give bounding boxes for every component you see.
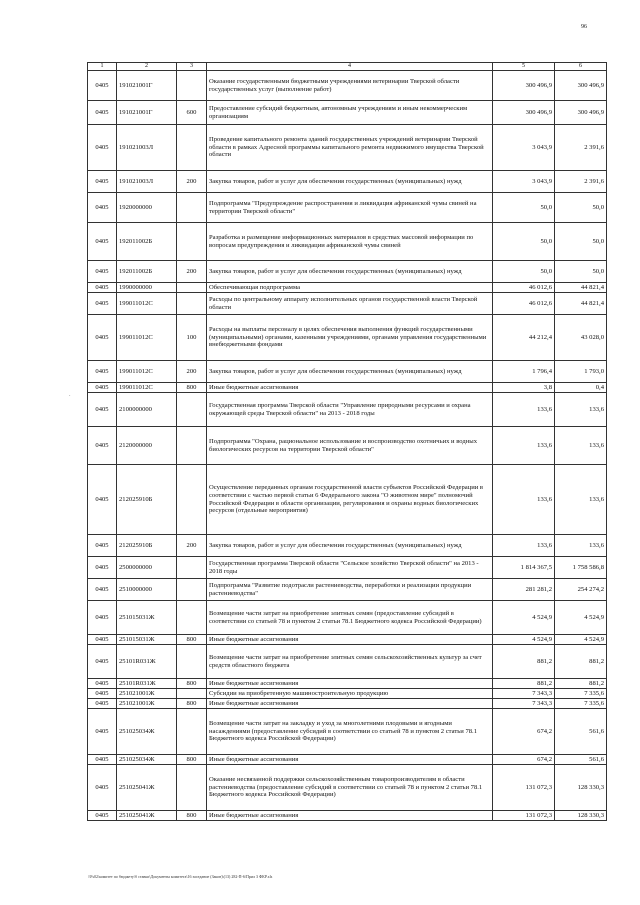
fact-amount-cell: 133,6	[555, 393, 607, 427]
table-row	[88, 71, 607, 101]
plan-amount-cell: 3 043,9	[493, 125, 555, 171]
code-cell: 251025034Ж	[117, 709, 177, 755]
code-cell: 251021001Ж	[117, 699, 177, 709]
type-cell: 800	[177, 383, 207, 393]
code-cell: 251025041Ж	[117, 811, 177, 821]
table-row	[88, 283, 607, 293]
table-row	[88, 293, 607, 315]
fact-amount-cell: 561,6	[555, 709, 607, 755]
section-cell: 0405	[88, 315, 117, 361]
code-cell: 191021003Л	[117, 125, 177, 171]
table-row	[88, 579, 607, 601]
fact-amount-cell: 50,0	[555, 261, 607, 283]
type-cell: 200	[177, 261, 207, 283]
type-cell	[177, 283, 207, 293]
name-cell: Оказание несвязанной поддержки сельскохозяйственным товаропроизводителям в области растениеводства (предоставление субсидий в соответствии со статьей 78 и пунктом 2 статьи 78.1 Бюджетного кодекса Российской Федерации)	[207, 765, 493, 811]
fact-amount-cell: 881,2	[555, 679, 607, 689]
name-cell: Иные бюджетные ассигнования	[207, 755, 493, 765]
section-cell: 0405	[88, 101, 117, 125]
section-cell: 0405	[88, 811, 117, 821]
plan-amount-cell: 133,6	[493, 535, 555, 557]
section-cell: 0405	[88, 635, 117, 645]
plan-amount-cell: 7 343,3	[493, 699, 555, 709]
fact-amount-cell: 7 335,6	[555, 689, 607, 699]
section-cell: 0405	[88, 125, 117, 171]
type-cell	[177, 125, 207, 171]
code-cell: 1990000000	[117, 283, 177, 293]
section-cell: 0405	[88, 193, 117, 223]
fact-amount-cell: 4 524,9	[555, 601, 607, 635]
fact-amount-cell: 300 496,9	[555, 101, 607, 125]
type-cell: 100	[177, 315, 207, 361]
type-cell: 800	[177, 679, 207, 689]
section-cell: 0405	[88, 293, 117, 315]
fact-amount-cell: 133,6	[555, 535, 607, 557]
table-row	[88, 427, 607, 465]
code-cell: 2510000000	[117, 579, 177, 601]
section-cell: 0405	[88, 393, 117, 427]
plan-amount-cell: 674,2	[493, 755, 555, 765]
plan-amount-cell: 4 524,9	[493, 601, 555, 635]
type-cell: 200	[177, 535, 207, 557]
code-cell: 192011002Б	[117, 223, 177, 261]
plan-amount-cell: 881,2	[493, 679, 555, 689]
type-cell	[177, 689, 207, 699]
fact-amount-cell: 254 274,2	[555, 579, 607, 601]
type-cell: 200	[177, 361, 207, 383]
type-cell	[177, 193, 207, 223]
section-cell: 0405	[88, 689, 117, 699]
code-cell: 191021003Л	[117, 171, 177, 193]
code-cell: 199011012С	[117, 293, 177, 315]
column-header-3: 3	[177, 63, 207, 71]
table-row	[88, 765, 607, 811]
plan-amount-cell: 44 212,4	[493, 315, 555, 361]
type-cell	[177, 465, 207, 535]
table-row	[88, 383, 607, 393]
fact-amount-cell: 300 496,9	[555, 71, 607, 101]
margin-mark: ·	[69, 394, 71, 399]
table-row	[88, 755, 607, 765]
plan-amount-cell: 131 072,3	[493, 811, 555, 821]
code-cell: 251025034Ж	[117, 755, 177, 765]
fact-amount-cell: 50,0	[555, 193, 607, 223]
name-cell: Предоставление субсидий бюджетным, автономным учреждениям и иным некоммерческим организациям	[207, 101, 493, 125]
table-row	[88, 709, 607, 755]
table-row	[88, 315, 607, 361]
name-cell: Расходы по центральному аппарату исполнительных органов государственной власти Тверской области	[207, 293, 493, 315]
plan-amount-cell: 674,2	[493, 709, 555, 755]
section-cell: 0405	[88, 601, 117, 635]
code-cell: 199011012С	[117, 361, 177, 383]
type-cell	[177, 579, 207, 601]
name-cell: Иные бюджетные ассигнования	[207, 635, 493, 645]
code-cell: 25101R031Ж	[117, 645, 177, 679]
column-header-2: 2	[117, 63, 177, 71]
table-row	[88, 635, 607, 645]
fact-amount-cell: 4 524,9	[555, 635, 607, 645]
section-cell: 0405	[88, 579, 117, 601]
code-cell: 251015031Ж	[117, 601, 177, 635]
fact-amount-cell: 133,6	[555, 465, 607, 535]
name-cell: Возмещение части затрат на закладку и уход за многолетними плодовыми и ягодными насаждениями (предоставление субсидий в соответствии со статьей 78 и пунктом 2 статьи 78.1 Бюджетного кодекса Российской Федерации)	[207, 709, 493, 755]
plan-amount-cell: 50,0	[493, 223, 555, 261]
plan-amount-cell: 300 496,9	[493, 101, 555, 125]
plan-amount-cell: 300 496,9	[493, 71, 555, 101]
table-row	[88, 193, 607, 223]
plan-amount-cell: 46 012,6	[493, 293, 555, 315]
type-cell: 800	[177, 755, 207, 765]
section-cell: 0405	[88, 223, 117, 261]
section-cell: 0405	[88, 679, 117, 689]
column-header-5: 5	[493, 63, 555, 71]
fact-amount-cell: 2 391,6	[555, 125, 607, 171]
code-cell: 192011002Б	[117, 261, 177, 283]
fact-amount-cell: 1 758 586,8	[555, 557, 607, 579]
name-cell: Закупка товаров, работ и услуг для обеспечения государственных (муниципальных) нужд	[207, 535, 493, 557]
plan-amount-cell: 881,2	[493, 645, 555, 679]
code-cell: 251021001Ж	[117, 689, 177, 699]
type-cell	[177, 223, 207, 261]
column-header-4: 4	[207, 63, 493, 71]
section-cell: 0405	[88, 261, 117, 283]
plan-amount-cell: 281 281,2	[493, 579, 555, 601]
type-cell: 800	[177, 811, 207, 821]
type-cell	[177, 293, 207, 315]
name-cell: Проведение капитального ремонта зданий государственных учреждений ветеринарии Тверской области в рамках Адресной программы капитального ремонта недвижимого имущества Тверской области	[207, 125, 493, 171]
table-row	[88, 601, 607, 635]
type-cell	[177, 393, 207, 427]
name-cell: Закупка товаров, работ и услуг для обеспечения государственных (муниципальных) нужд	[207, 171, 493, 193]
table-row	[88, 811, 607, 821]
type-cell	[177, 427, 207, 465]
code-cell: 25101R031Ж	[117, 679, 177, 689]
name-cell: Расходы на выплаты персоналу в целях обеспечения выполнения функций государственными (муниципальными) органами, казенными учреждениями, органами управления государственными внебюджетными фондами	[207, 315, 493, 361]
code-cell: 212025910Б	[117, 535, 177, 557]
type-cell	[177, 709, 207, 755]
plan-amount-cell: 131 072,3	[493, 765, 555, 811]
fact-amount-cell: 43 028,0	[555, 315, 607, 361]
name-cell: Подпрограмма "Предупреждение распространения и ликвидация африканской чумы свиней на территории Тверской области"	[207, 193, 493, 223]
code-cell: 2120000000	[117, 427, 177, 465]
fact-amount-cell: 1 793,0	[555, 361, 607, 383]
fact-amount-cell: 44 821,4	[555, 283, 607, 293]
code-cell: 2100000000	[117, 393, 177, 427]
section-cell: 0405	[88, 283, 117, 293]
table-row	[88, 125, 607, 171]
type-cell: 600	[177, 101, 207, 125]
code-cell: 251015031Ж	[117, 635, 177, 645]
table-row	[88, 171, 607, 193]
plan-amount-cell: 1 814 367,5	[493, 557, 555, 579]
table-row	[88, 679, 607, 689]
plan-amount-cell: 3,8	[493, 383, 555, 393]
fact-amount-cell: 133,6	[555, 427, 607, 465]
fact-amount-cell: 128 330,3	[555, 811, 607, 821]
name-cell: Иные бюджетные ассигнования	[207, 699, 493, 709]
table-row	[88, 557, 607, 579]
footer-file-path: \\Fs02\комитет по бюджету\б ставки\Документы комитета\16 заседание (Закон)\(13) 282-П-6\Прил 3 ФКР.xls	[88, 874, 273, 879]
type-cell	[177, 645, 207, 679]
page-number: 96	[581, 24, 587, 30]
name-cell: Иные бюджетные ассигнования	[207, 679, 493, 689]
name-cell: Подпрограмма "Развитие подотрасли растениеводства, переработки и реализации продукции растениеводства"	[207, 579, 493, 601]
fact-amount-cell: 0,4	[555, 383, 607, 393]
table-header-row	[88, 63, 607, 71]
table-row	[88, 393, 607, 427]
fact-amount-cell: 881,2	[555, 645, 607, 679]
code-cell: 212025910Б	[117, 465, 177, 535]
code-cell: 251025041Ж	[117, 765, 177, 811]
name-cell: Закупка товаров, работ и услуг для обеспечения государственных (муниципальных) нужд	[207, 361, 493, 383]
table-row	[88, 223, 607, 261]
code-cell: 2500000000	[117, 557, 177, 579]
name-cell: Подпрограмма "Охрана, рациональное использование и воспроизводство охотничьих и водных биологических ресурсов на территории Тверской области"	[207, 427, 493, 465]
plan-amount-cell: 46 012,6	[493, 283, 555, 293]
plan-amount-cell: 3 043,9	[493, 171, 555, 193]
table-row	[88, 689, 607, 699]
table-row	[88, 645, 607, 679]
name-cell: Субсидии на приобретенную машиностроительную продукцию	[207, 689, 493, 699]
type-cell: 800	[177, 635, 207, 645]
plan-amount-cell: 50,0	[493, 193, 555, 223]
code-cell: 1920000000	[117, 193, 177, 223]
table-row	[88, 535, 607, 557]
section-cell: 0405	[88, 699, 117, 709]
section-cell: 0405	[88, 765, 117, 811]
fact-amount-cell: 7 335,6	[555, 699, 607, 709]
plan-amount-cell: 1 796,4	[493, 361, 555, 383]
plan-amount-cell: 133,6	[493, 393, 555, 427]
type-cell	[177, 557, 207, 579]
section-cell: 0405	[88, 645, 117, 679]
table-row	[88, 261, 607, 283]
section-cell: 0405	[88, 71, 117, 101]
fact-amount-cell: 128 330,3	[555, 765, 607, 811]
name-cell: Государственная программа Тверской области "Сельское хозяйство Тверской области" на 2013 - 2018 годы	[207, 557, 493, 579]
section-cell: 0405	[88, 535, 117, 557]
column-header-6: 6	[555, 63, 607, 71]
type-cell: 200	[177, 171, 207, 193]
section-cell: 0405	[88, 465, 117, 535]
name-cell: Государственная программа Тверской области "Управление природными ресурсами и охрана окружающей среды Тверской области" на 2013 - 2018 годы	[207, 393, 493, 427]
name-cell: Возмещение части затрат на приобретение элитных семян (предоставление субсидий в соответствии со статьей 78 и пунктом 2 статьи 78.1 Бюджетного кодекса Российской Федерации)	[207, 601, 493, 635]
plan-amount-cell: 133,6	[493, 427, 555, 465]
table-row	[88, 361, 607, 383]
type-cell: 800	[177, 699, 207, 709]
column-header-1: 1	[88, 63, 117, 71]
code-cell: 191021001Г	[117, 71, 177, 101]
name-cell: Иные бюджетные ассигнования	[207, 811, 493, 821]
code-cell: 191021001Г	[117, 101, 177, 125]
type-cell	[177, 601, 207, 635]
section-cell: 0405	[88, 557, 117, 579]
section-cell: 0405	[88, 383, 117, 393]
fact-amount-cell: 2 391,6	[555, 171, 607, 193]
section-cell: 0405	[88, 427, 117, 465]
plan-amount-cell: 50,0	[493, 261, 555, 283]
name-cell: Закупка товаров, работ и услуг для обеспечения государственных (муниципальных) нужд	[207, 261, 493, 283]
fact-amount-cell: 561,6	[555, 755, 607, 765]
table-row	[88, 101, 607, 125]
code-cell: 199011012С	[117, 383, 177, 393]
section-cell: 0405	[88, 171, 117, 193]
name-cell: Оказание государственными бюджетными учреждениями ветеринарии Тверской области государственных услуг (выполнение работ)	[207, 71, 493, 101]
table-row	[88, 699, 607, 709]
fact-amount-cell: 44 821,4	[555, 293, 607, 315]
name-cell: Разработка и размещение информационных материалов в средствах массовой информации по вопросам предупреждения и ликвидации африканской чумы свиней	[207, 223, 493, 261]
name-cell: Возмещение части затрат на приобретение элитных семян сельскохозяйственных культур за счет средств областного бюджета	[207, 645, 493, 679]
table-row	[88, 465, 607, 535]
type-cell	[177, 765, 207, 811]
name-cell: Обеспечивающая подпрограмма	[207, 283, 493, 293]
plan-amount-cell: 4 524,9	[493, 635, 555, 645]
section-cell: 0405	[88, 755, 117, 765]
name-cell: Иные бюджетные ассигнования	[207, 383, 493, 393]
section-cell: 0405	[88, 361, 117, 383]
code-cell: 199011012С	[117, 315, 177, 361]
plan-amount-cell: 7 343,3	[493, 689, 555, 699]
budget-table	[87, 62, 607, 821]
fact-amount-cell: 50,0	[555, 223, 607, 261]
section-cell: 0405	[88, 709, 117, 755]
name-cell: Осуществление переданных органам государственной власти субъектов Российской Федерации в соответствии с частью первой статьи 6 Федерального закона "О животном мире" полномочий Российской Федерации в области организации, регулирования и охраны водных биологических ресурсов (отдельные мероприятия)	[207, 465, 493, 535]
type-cell	[177, 71, 207, 101]
plan-amount-cell: 133,6	[493, 465, 555, 535]
